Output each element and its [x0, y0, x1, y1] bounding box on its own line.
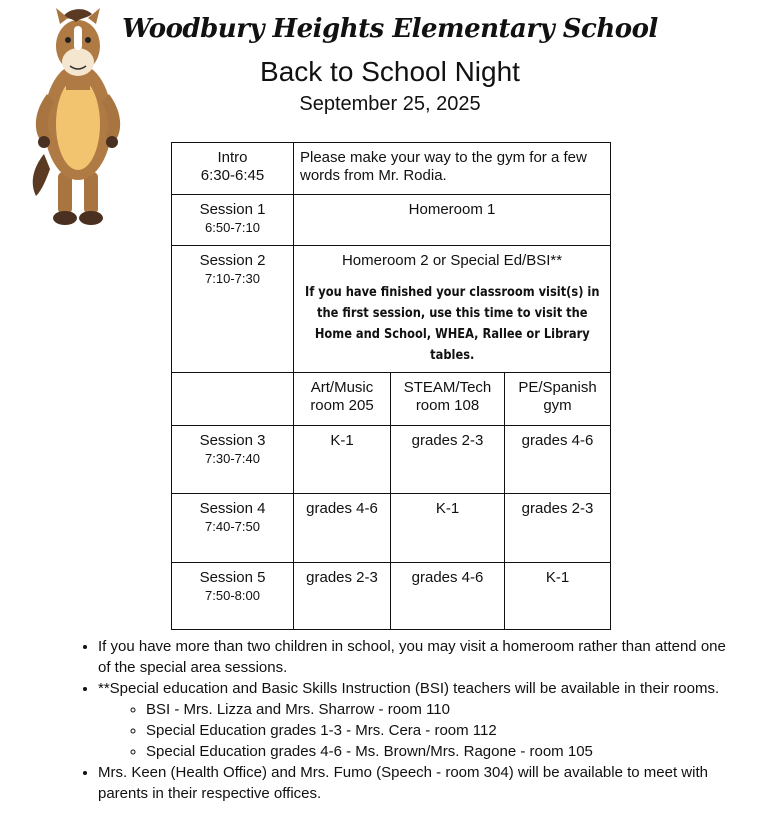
table-row — [172, 426, 611, 494]
sub-list-item: ◦ Special Education grades 4-6 - Ms. Brown/Mrs. Ragone - room 105 — [146, 741, 732, 762]
session1-text: Homeroom 1 — [294, 195, 611, 246]
intro-label: Intro — [217, 149, 248, 166]
session-label: Session 4 — [199, 500, 266, 517]
session-label: Session 5 — [199, 569, 266, 586]
session2-time: 7:10-7:30 — [205, 271, 260, 286]
session4-label-cell — [172, 494, 294, 563]
table-cell: grades 4-6 — [505, 426, 611, 494]
table-cell: K-1 — [505, 563, 611, 630]
sub-list-item: ◦ BSI - Mrs. Lizza and Mrs. Sharrow - room 110 — [146, 699, 732, 720]
session2-label-cell — [172, 246, 294, 373]
session-time: 7:30-7:40 — [205, 451, 260, 466]
table-cell: grades 2-3 — [294, 563, 391, 630]
session-time: 7:40-7:50 — [205, 519, 260, 534]
list-item — [98, 762, 732, 804]
list-item — [98, 636, 732, 678]
table-cell: K-1 — [294, 426, 391, 494]
sub-list-item: ◦ Special Education grades 1-3 - Mrs. Cera - room 112 — [146, 720, 732, 741]
list-item — [98, 678, 732, 762]
table-cell: grades 4-6 — [294, 494, 391, 563]
session1-label: Session 1 — [199, 201, 266, 218]
table-cell: grades 2-3 — [391, 426, 505, 494]
note-text: Mrs. Keen (Health Office) and Mrs. Fumo (Speech - room 304) will be available to meet with parents in their respective offices. — [98, 764, 708, 802]
session2-label: Session 2 — [199, 252, 266, 269]
note-text: If you have more than two children in school, you may visit a homeroom rather than attend one of the special area sessions. — [98, 638, 726, 676]
session3-label-cell — [172, 426, 294, 494]
event-title: Back to School Night — [260, 56, 520, 87]
room-header: STEAM/Tech room 108 — [391, 373, 505, 426]
session-time: 7:50-8:00 — [205, 588, 260, 603]
event-date: September 25, 2025 — [299, 93, 481, 115]
school-name: Woodbury Heights Elementary School — [122, 14, 658, 44]
session-label: Session 3 — [199, 432, 266, 449]
schedule-table — [171, 142, 611, 630]
room-header: PE/Spanish gym — [505, 373, 611, 426]
table-row — [172, 373, 611, 426]
table-cell: grades 2-3 — [505, 494, 611, 563]
empty-cell — [172, 373, 294, 426]
table-cell: grades 4-6 — [391, 563, 505, 630]
session2-cell — [294, 246, 611, 373]
session2-note: If you have finished your classroom visit(s) in the first session, use this time to visit the Home and School, WHEA, Rallee or Library tables. — [304, 285, 600, 363]
intro-time: 6:30-6:45 — [200, 167, 265, 184]
table-row — [172, 494, 611, 563]
table-row — [172, 143, 611, 195]
horse-mascot-icon — [22, 4, 132, 230]
intro-label-cell — [172, 143, 294, 195]
table-cell: K-1 — [391, 494, 505, 563]
table-row — [172, 246, 611, 373]
session2-text: Homeroom 2 or Special Ed/BSI** — [341, 252, 563, 269]
session1-label-cell — [172, 195, 294, 246]
notes-list — [72, 636, 732, 804]
intro-text: Please make your way to the gym for a few words from Mr. Rodia. — [294, 143, 611, 195]
table-row — [172, 563, 611, 630]
note-text: **Special education and Basic Skills Instruction (BSI) teachers will be available in their rooms. — [98, 680, 720, 697]
session1-time: 6:50-7:10 — [205, 220, 260, 235]
session5-label-cell — [172, 563, 294, 630]
table-row — [172, 195, 611, 246]
room-header: Art/Music room 205 — [294, 373, 391, 426]
